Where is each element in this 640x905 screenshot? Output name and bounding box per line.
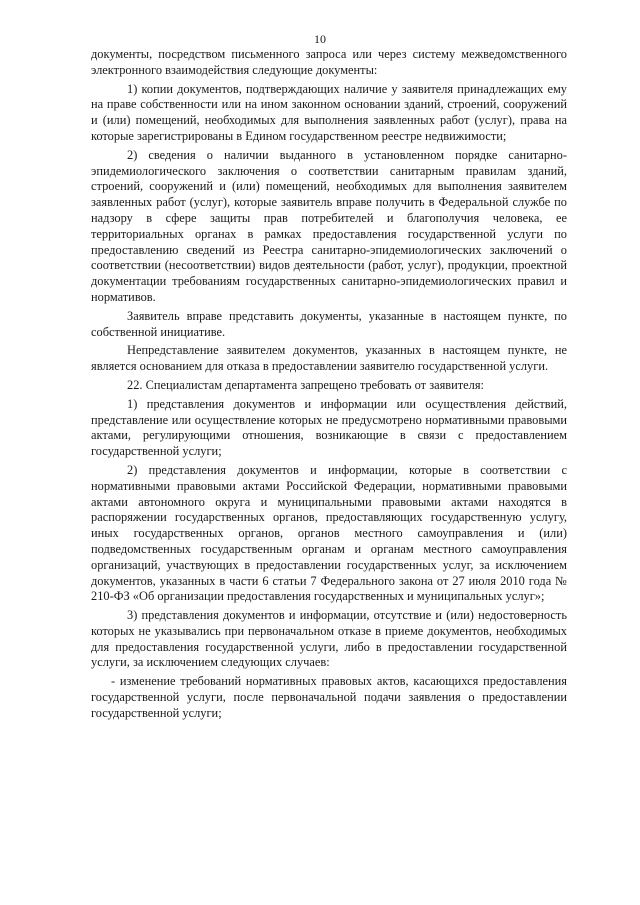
paragraph-22-item-1: 1) представления документов и информации или осуществления действий, представление или осуществление которых не предусмотрено нормативными правовыми актами, регулирующими отношения, возникающие в связи с предоставлением государственной услуги;: [91, 396, 567, 459]
document-body: [91, 47, 567, 725]
paragraph-22-item-2: 2) представления документов и информации, которые в соответствии с нормативными правовыми актами Российской Федерации, нормативными правовыми актами автономного округа и муниципальными правовыми актами находятся в распоряжении государственных органов, предоставляющих государственную услугу, иных государственных органов, органов местного самоуправления и (или) подведомственных государственным органам и органам местного самоуправления организаций, участвующих в предоставлении государственных услуг, за исключением документов, указанных в части 6 статьи 7 Федерального закона от 27 июля 2010 года № 210-ФЗ «Об организации предоставления государственных и муниципальных услуг»;: [91, 462, 567, 604]
paragraph-22-item-3: 3) представления документов и информации, отсутствие и (или) недостоверность которых не указывались при первоначальном отказе в приеме документов, необходимых для предоставления государственной услуги, либо в предоставлении государственной услуги, за исключением следующих случаев:: [91, 608, 567, 670]
paragraph-item-2: 2) сведения о наличии выданного в установленном порядке санитарно-эпидемиологического заключения о соответствии санитарным правилам зданий, строений, сооружений и (или) помещений, необходимых для выполнения заявителем заявленных работ (услуг), которые заявитель вправе получить в Федеральной службе по надзору в сфере защиты прав потребителей и благополучия человека, ее территориальных органах в рамках предоставления государственной услуги по предоставлению сведений из Реестра санитарно-эпидемиологических заключений о соответствии (несоответствии) видов деятельности (работ, услуг), продукции, проектной документации требованиям государственных санитарно-эпидемиологических правил и нормативов.: [91, 147, 567, 304]
paragraph-own-initiative: Заявитель вправе представить документы, указанные в настоящем пункте, по собственной инициативе.: [91, 308, 567, 339]
paragraph-dash-item: - изменение требований нормативных правовых актов, касающихся предоставления государственной услуги, после первоначальной подачи заявления о предоставлении государственной услуги;: [91, 674, 567, 720]
paragraph-intro: документы, посредством письменного запроса или через систему межведомственного электронного взаимодействия следующие документы:: [91, 47, 567, 77]
paragraph-item-1: 1) копии документов, подтверждающих наличие у заявителя принадлежащих ему на праве собственности или на ином законном основании зданий, строений, сооружений и (или) помещений, необходимых для выполнения заявленных работ (услуг), права на которые зарегистрированы в Едином государственном реестре недвижимости;: [91, 81, 567, 143]
paragraph-section-22: 22. Специалистам департамента запрещено требовать от заявителя:: [127, 377, 485, 392]
paragraph-non-submission: Непредставление заявителем документов, указанных в настоящем пункте, не является основанием для отказа в предоставлении заявителю государственной услуги.: [91, 343, 567, 374]
page-number: 10: [314, 32, 326, 46]
